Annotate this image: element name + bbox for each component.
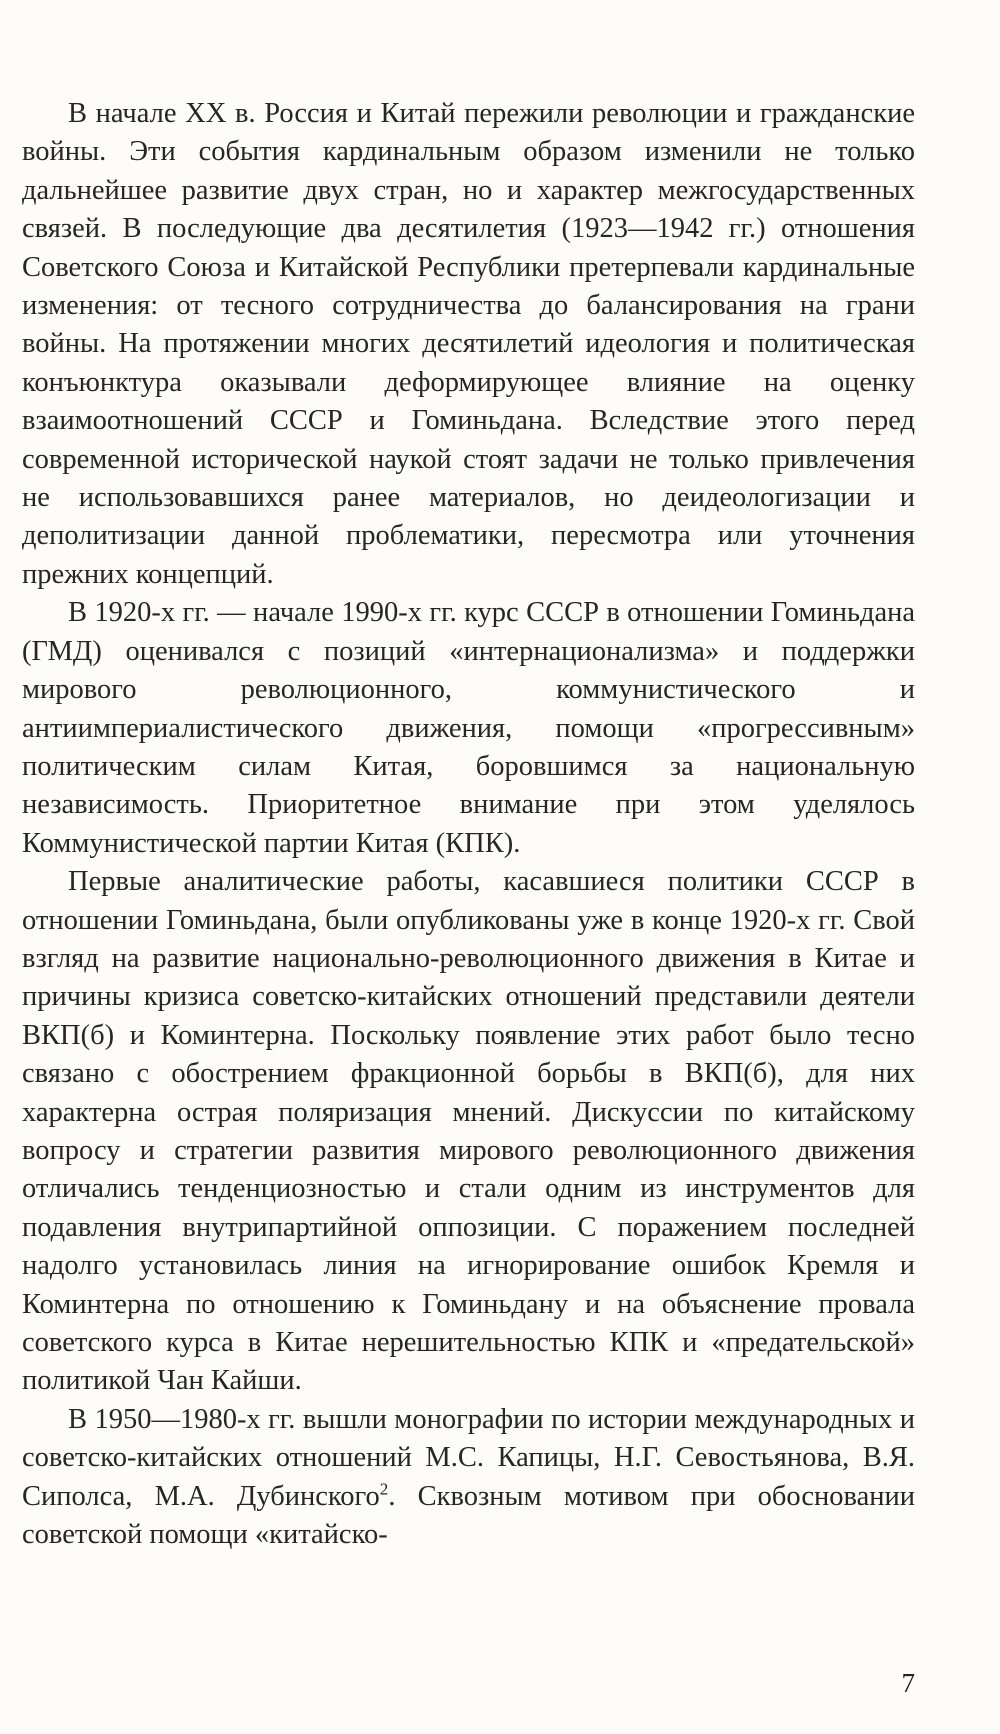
paragraph-2: В 1920-х гг. — начале 1990-х гг. курс СССР в отношении Гоминьдана (ГМД) оценивался с позиций «интернационализма» и поддержки мирового революционного, коммунистического и антиимпериалистического движения, помощи «прогрессивным» политическим силам Китая, боровшимся за национальную независимость. Приоритетное внимание при этом уделялось Коммунистической партии Китая (КПК). bbox=[22, 597, 915, 859]
paragraph-4 bbox=[22, 1401, 915, 1555]
paragraph-4-text-start: В 1950—1980-х гг. вышли монографии по истории международных и советско-китайских отношений М.С. Капицы, Н.Г. Севостьянова, В.Я. Сиполса, М.А. Дубинского bbox=[22, 1403, 915, 1512]
paragraph-3: Первые аналитические работы, касавшиеся политики СССР в отношении Гоминьдана, были опубликованы уже в конце 1920-х гг. Свой взгляд на развитие национально-революционного движения в Китае и причины кризиса советско-китайских отношений представили деятели ВКП(б) и Коминтерна. Поскольку появление этих работ было тесно связано с обострением фракционной борьбы в ВКП(б), для них характерна острая поляризация мнений. Дискуссии по китайскому вопросу и стратегии развития мирового революционного движения отличались тенденциозностью и стали одним из инструментов для подавления внутрипартийной оппозиции. С поражением последней надолго установилась линия на игнорирование ошибок Кремля и Коминтерна по отношению к Гоминьдану и на объяснение провала советского курса в Китае нерешительностью КПК и «предательской» политикой Чан Кайши. bbox=[22, 866, 915, 1397]
paragraph-1: В начале XX в. Россия и Китай пережили революции и гражданские войны. Эти события кардинальным образом изменили не только дальнейшее развитие двух стран, но и характер межгосударственных связей. В последующие два десятилетия (1923—1942 гг.) отношения Советского Союза и Китайской Республики претерпевали кардинальные изменения: от тесного сотрудничества до балансирования на грани войны. На протяжении многих десятилетий идеология и политическая конъюнктура оказывали деформирующее влияние на оценку взаимоотношений СССР и Гоминьдана. Вследствие этого перед современной исторической наукой стоят задачи не только привлечения не использовавшихся ранее материалов, но деидеологизации и деполитизации данной проблематики, пересмотра или уточнения прежних концепций. bbox=[22, 98, 915, 590]
footnote-reference[interactable]: 2 bbox=[379, 1479, 389, 1499]
body-text bbox=[22, 95, 915, 1554]
paragraph-4-text-end: . Сквозным мотивом при обосновании советской помощи «китайско- bbox=[22, 1480, 915, 1551]
page-number: 7 bbox=[901, 1668, 915, 1698]
